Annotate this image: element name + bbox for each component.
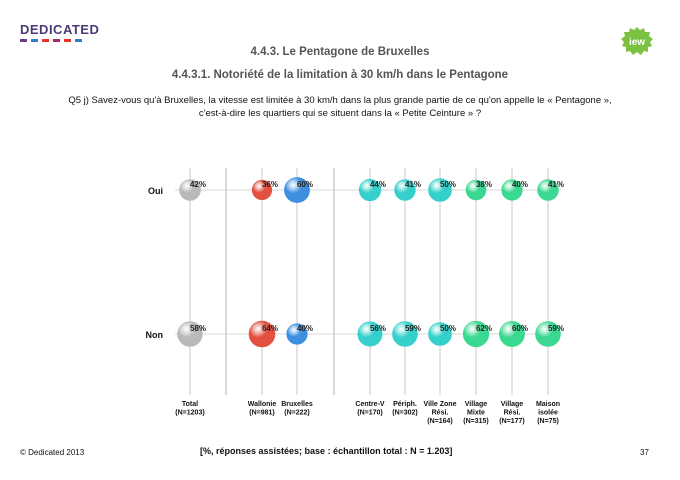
category-label: Village Rési. (N=177) xyxy=(499,401,525,425)
value-label-oui: 44% xyxy=(369,180,387,189)
category-label: Wallonie (N=981) xyxy=(247,401,277,417)
question-line-2: c'est-à-dire les quartiers qui se situent dans la « Petite Ceinture » ? xyxy=(198,108,482,119)
category-label: Village Mixte (N=315) xyxy=(463,401,489,425)
brand-name: DEDICATED xyxy=(20,22,100,37)
value-label-non: 64% xyxy=(261,324,279,333)
category-label: Maison isolée (N=75) xyxy=(535,401,561,425)
value-label-non: 59% xyxy=(404,324,422,333)
page-title: 4.4.3. Le Pentagone de Bruxelles xyxy=(250,46,430,58)
value-label-oui: 60% xyxy=(296,180,314,189)
row-label-oui: Oui xyxy=(148,186,163,196)
value-label-non: 58% xyxy=(189,324,207,333)
row-label-non: Non xyxy=(145,330,163,340)
category-label: Total (N=1203) xyxy=(175,401,205,417)
question-line-1: Q5 j) Savez-vous qu'à Bruxelles, la vitesse est limitée à 30 km/h dans la plus grande partie de ce qu'on appelle le « Pentagone », xyxy=(68,95,612,106)
value-label-non: 59% xyxy=(547,324,565,333)
value-label-non: 60% xyxy=(511,324,529,333)
value-label-oui: 41% xyxy=(547,180,565,189)
iew-badge-label: iew xyxy=(628,37,646,48)
category-label: Bruxelles (N=222) xyxy=(281,401,313,417)
footer-base-note: [%, réponses assistées; base : échantillon total : N = 1.203] xyxy=(200,446,453,456)
category-label: Ville Zone Rési. (N=164) xyxy=(423,401,457,425)
value-label-oui: 36% xyxy=(261,180,279,189)
value-label-non: 40% xyxy=(296,324,314,333)
footer-page-number: 37 xyxy=(640,448,649,457)
value-label-oui: 40% xyxy=(511,180,529,189)
category-label: Périph. (N=302) xyxy=(392,401,418,417)
value-label-oui: 50% xyxy=(439,180,457,189)
footer-copyright: © Dedicated 2013 xyxy=(20,448,85,457)
value-label-oui: 41% xyxy=(404,180,422,189)
value-label-non: 62% xyxy=(475,324,493,333)
category-label: Centre-V (N=170) xyxy=(355,401,385,417)
value-label-oui: 42% xyxy=(189,180,207,189)
value-label-non: 50% xyxy=(439,324,457,333)
page-subtitle: 4.4.3.1. Notoriété de la limitation à 30 km/h dans le Pentagone xyxy=(171,69,509,81)
value-label-non: 56% xyxy=(369,324,387,333)
value-label-oui: 38% xyxy=(475,180,493,189)
